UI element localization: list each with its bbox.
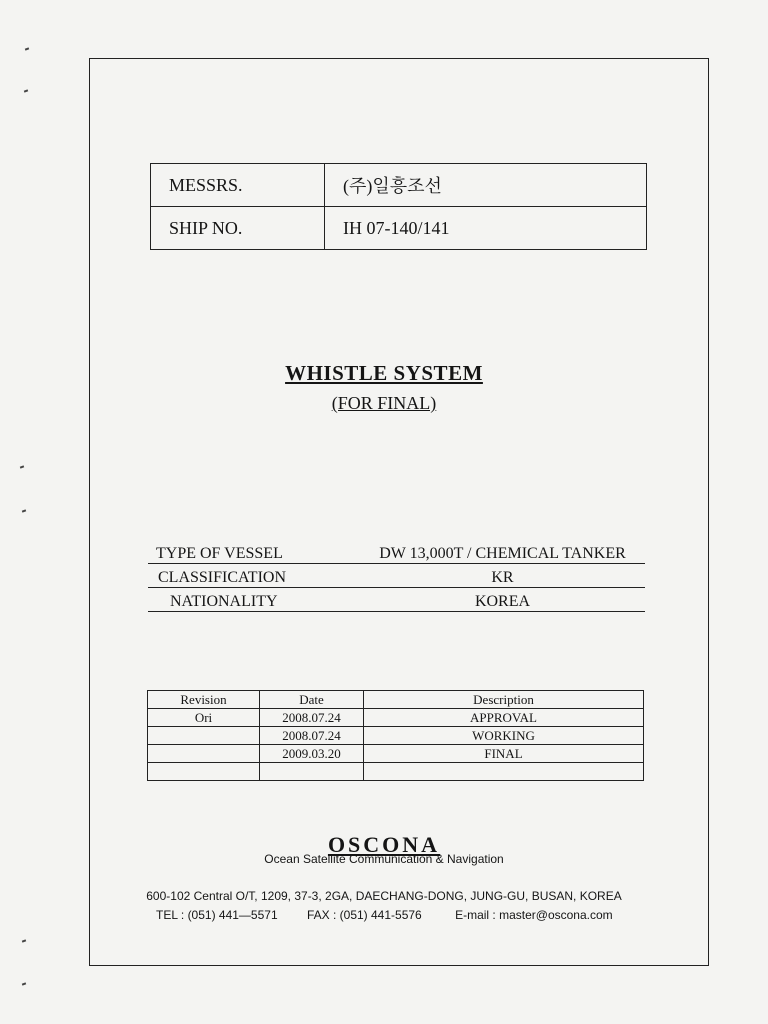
vessel-type-label: TYPE OF VESSEL [148,540,360,564]
description-cell: APPROVAL [364,709,644,727]
ship-no-value: IH 07-140/141 [325,207,647,250]
nationality-label: NATIONALITY [148,588,360,612]
scan-speck [22,982,26,985]
company-name: OSCONA [327,832,441,857]
classification-label: CLASSIFICATION [148,564,360,588]
description-cell [364,763,644,781]
company-tagline: Ocean Satellite Communication & Navigation [264,852,504,866]
vessel-info-row [148,540,645,564]
date-cell: 2008.07.24 [260,709,364,727]
scan-speck [24,89,28,92]
scan-speck [25,47,29,50]
date-cell: 2008.07.24 [260,727,364,745]
date-cell [260,763,364,781]
document-title: WHISTLE SYSTEM [285,361,483,385]
company-address: 600-102 Central O/T, 1209, 37-3, 2GA, DAECHANG-DONG, JUNG-GU, BUSAN, KOREA [146,889,622,903]
table-row [148,709,644,727]
description-cell: WORKING [364,727,644,745]
company-contact [156,908,613,922]
revision-header: Revision [148,691,260,709]
ship-no-row [151,207,647,250]
company-email: E-mail : master@oscona.com [455,908,613,922]
classification-value: KR [360,564,645,588]
ship-no-label: SHIP NO. [151,207,325,250]
table-row [148,745,644,763]
scan-speck [22,939,26,942]
vessel-info-row [148,588,645,612]
revision-header-row [148,691,644,709]
table-row [148,763,644,781]
scan-speck [22,509,26,512]
messrs-table [150,163,647,250]
nationality-value: KOREA [360,588,645,612]
vessel-type-value: DW 13,000T / CHEMICAL TANKER [360,540,645,564]
company-tel: TEL : (051) 441—5571 [156,908,278,922]
vessel-info-table [148,540,645,612]
messrs-value: (주)일흥조선 [325,164,647,207]
vessel-info-row [148,564,645,588]
scan-speck [20,465,24,468]
messrs-row [151,164,647,207]
revision-cell [148,727,260,745]
description-header: Description [364,691,644,709]
revision-table [147,690,644,781]
company-fax: FAX : (051) 441-5576 [306,908,422,922]
document-subtitle: (FOR FINAL) [331,393,437,413]
revision-cell: Ori [148,709,260,727]
messrs-label: MESSRS. [151,164,325,207]
date-header: Date [260,691,364,709]
table-row [148,727,644,745]
description-cell: FINAL [364,745,644,763]
revision-cell [148,745,260,763]
revision-cell [148,763,260,781]
date-cell: 2009.03.20 [260,745,364,763]
